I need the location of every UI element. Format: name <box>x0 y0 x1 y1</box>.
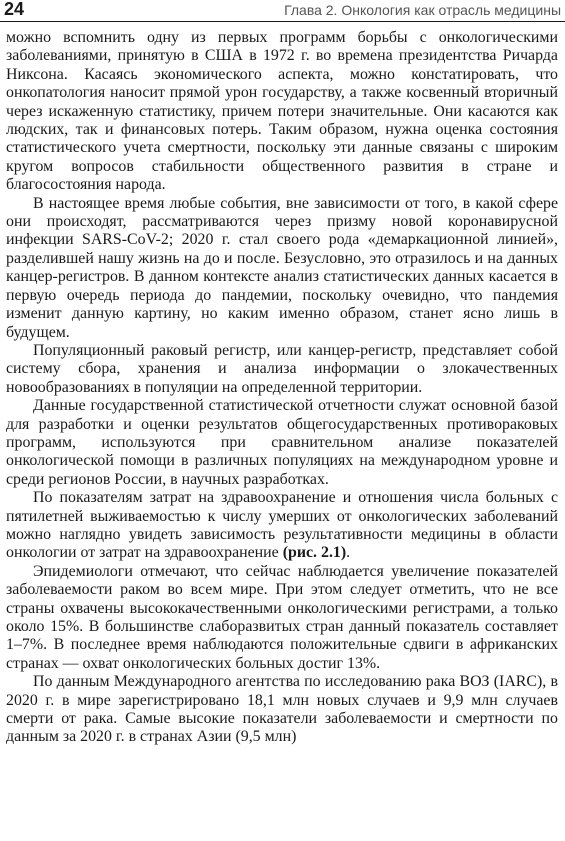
page-number: 24 <box>4 0 25 19</box>
paragraph-6: Эпидемиологи отмечают, что сейчас наблюдается увеличение показателей заболеваемости раком во всем мире. При этом следует отметить, что не все страны охвачены высококачественными онкологическими регистрами, а только около 15%. В большинстве слаборазвитых стран данный показатель составляет 1–7%. В последнее время наблюдаются положительные сдвиги в африканских странах — охват онкологических больных достиг 13%. <box>6 562 558 672</box>
paragraph-4: Данные государственной статистической отчетности служат основной базой для разработки и оценки результатов общегосударственных противораковых программ, используются при сравнительном анализе показателей онкологической помощи в различных популяциях на международном уровне и среди регионов России, в научных разработках. <box>6 397 558 488</box>
figure-reference[interactable]: (рис. 2.1) <box>282 544 347 562</box>
chapter-running-head: Глава 2. Онкология как отрасль медицины <box>284 2 561 18</box>
paragraph-2: В настоящее время любые события, вне зависимости от того, в какой сфере они происходят, рассматриваются через призму новой коронавирусной инфекции SARS-CoV-2; 2020 г. стал своего рода «демаркационной линией», разделившей нашу жизнь на до и после. Безусловно, это отразилось и на данных канцер-регистров. В данном контексте анализ статистических данных касается в первую очередь периода до пандемии, поскольку очевидно, что пандемия изменит данную картину, но каким именно образом, станет ясно лишь в будущем. <box>6 194 558 341</box>
paragraph-3: Популяционный раковый регистр, или канцер-регистр, представляет собой систему сбора, хранения и анализа информации о злокачественных новообразованиях в популяции на определенной территории. <box>6 341 558 396</box>
paragraph-5 <box>6 489 558 563</box>
paragraph-1: можно вспомнить одну из первых программ борьбы с онкологическими заболеваниями, принятую в США в 1972 г. во времена президентства Ричарда Никсона. Касаясь экономического аспекта, можно констатировать, что онкопатология наносит прямой урон государству, а также косвенный вторичный через искаженную статистику, причем потери значительные. Они касаются как людских, так и финансовых потерь. Таким образом, нужна оценка состояния статистического учета смертности, поскольку эти данные связаны с широким кругом вопросов стабильности общественного развития в стране и благосостояния народа. <box>6 29 558 194</box>
paragraph-7: По данным Международного агентства по исследованию рака ВОЗ (IARC), в 2020 г. в мире зарегистрировано 18,1 млн новых случаев и 9,9 млн случаев смерти от рака. Самые высокие показатели заболеваемости и смертности по данным за 2020 г. в странах Азии (9,5 млн) <box>6 673 558 746</box>
paragraph-5-end: . <box>346 544 351 562</box>
paragraph-5-text: По показателям затрат на здравоохранение и отношения числа больных с пятилетней выживаемостью к числу умерших от онкологических заболеваний можно наглядно увидеть зависимость результативности медицины в области онкологии от затрат на здравоохранение <box>6 489 558 562</box>
page-header <box>0 0 565 22</box>
body-text <box>6 29 558 747</box>
